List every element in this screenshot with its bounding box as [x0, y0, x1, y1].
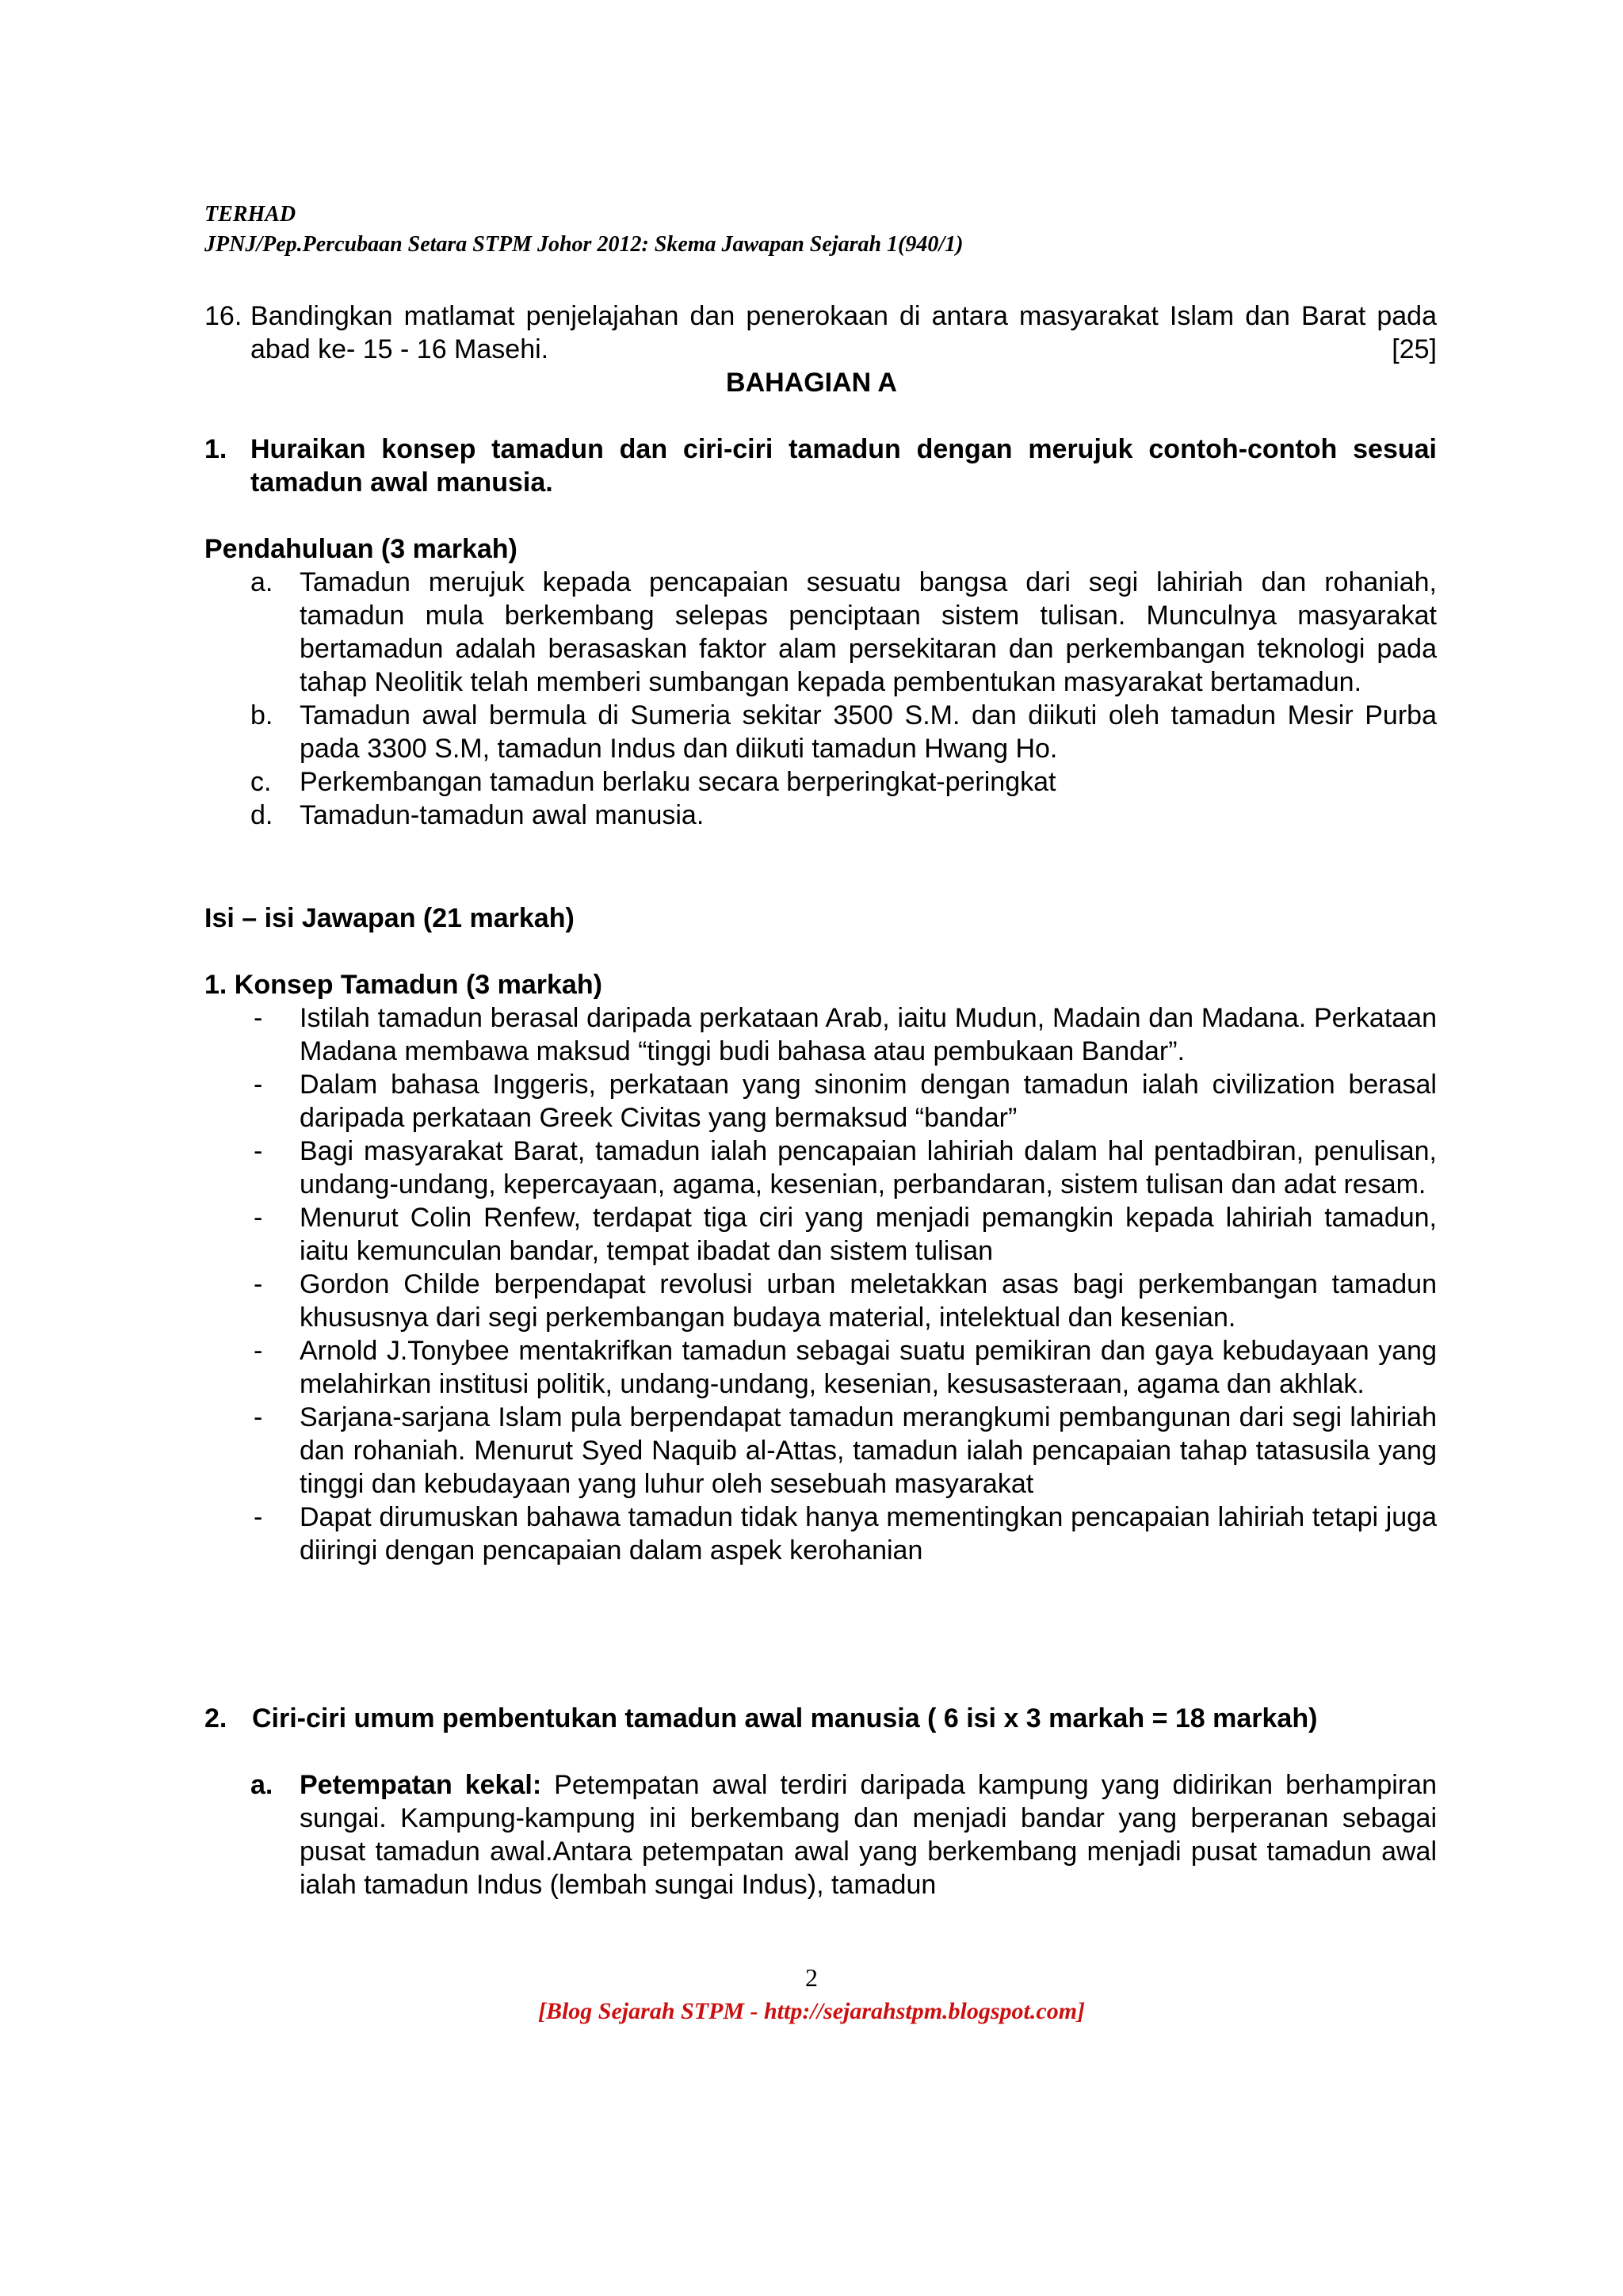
ciri-item-body [300, 1768, 1437, 1901]
konsep-item [204, 1268, 1437, 1334]
konsep-item-text: Arnold J.Tonybee mentakrifkan tamadun sebagai suatu pemikiran dan gaya kebudayaan yang melahirkan institusi politik, undang-undang, kesenian, kesusasteraan, agama dan akhlak. [300, 1336, 1437, 1399]
konsep-list [204, 1001, 1437, 1567]
footer-blog-link[interactable]: [Blog Sejarah STPM - http://sejarahstpm.blogspot.com] [537, 1998, 1086, 2024]
intro-list [204, 566, 1437, 832]
konsep-item-marker: - [254, 1003, 263, 1033]
konsep-item-marker: - [254, 1203, 263, 1233]
question-16-marks: [25] [1392, 334, 1437, 364]
konsep-item-text: Bagi masyarakat Barat, tamadun ialah pencapaian lahiriah dalam hal pentadbiran, penulisan, undang-undang, kepercayaan, agama, kesenian, perbandaran, sistem tulisan dan adat resam. [300, 1136, 1437, 1199]
konsep-item [204, 1068, 1437, 1135]
konsep-item-marker: - [254, 1336, 263, 1366]
konsep-item-text: Gordon Childe berpendapat revolusi urban meletakkan asas bagi perkembangan tamadun khususnya dari segi perkembangan budaya material, intelektual dan kesenian. [300, 1269, 1437, 1333]
intro-item-text: Tamadun merujuk kepada pencapaian sesuatu bangsa dari segi lahiriah dan rohaniah, tamadun mula berkembang selepas penciptaan sistem tulisan. Munculnya masyarakat bertamadun adalah berasaskan faktor alam persekitaran dan perkembangan teknologi pada tahap Neolitik telah memberi sumbangan kepada pembentukan masyarakat bertamadun. [300, 567, 1437, 697]
konsep-item [204, 1201, 1437, 1268]
intro-item [204, 799, 1437, 832]
question-16 [204, 299, 1437, 366]
konsep-item [204, 1501, 1437, 1567]
ciri-heading: Ciri-ciri umum pembentukan tamadun awal manusia ( 6 isi x 3 markah = 18 markah) [252, 1703, 1318, 1733]
ciri-list [204, 1768, 1437, 1901]
question-16-number: 16. [204, 301, 242, 331]
konsep-item-text: Dapat dirumuskan bahawa tamadun tidak hanya mementingkan pencapaian lahiriah tetapi juga diiringi dengan pencapaian dalam aspek kerohanian [300, 1502, 1437, 1566]
konsep-item [204, 1334, 1437, 1401]
konsep-item-marker: - [254, 1070, 263, 1100]
konsep-item-marker: - [254, 1402, 263, 1432]
intro-item-marker: d. [250, 800, 273, 830]
page-number: 2 [805, 1963, 818, 1992]
body-heading: Isi – isi Jawapan (21 markah) [204, 903, 575, 933]
intro-item-text: Tamadun awal bermula di Sumeria sekitar 3500 S.M. dan diikuti oleh tamadun Mesir Purba pada 3300 S.M, tamadun Indus dan diikuti tamadun Hwang Ho. [300, 700, 1437, 764]
konsep-item-text: Istilah tamadun berasal daripada perkataan Arab, iaitu Mudun, Madain dan Madana. Perkataan Madana membawa maksud “tinggi budi bahasa atau pembukaan Bandar”. [300, 1003, 1437, 1066]
konsep-item-marker: - [254, 1136, 263, 1166]
intro-item-marker: c. [250, 767, 272, 797]
konsep-item-marker: - [254, 1502, 263, 1532]
konsep-item [204, 1135, 1437, 1201]
header-classification: TERHAD [204, 202, 296, 227]
konsep-item-text: Sarjana-sarjana Islam pula berpendapat tamadun merangkumi pembangunan dari segi lahiriah dan rohaniah. Menurut Syed Naquib al-Attas, tamadun ialah pencapaian tahap tatasusila yang tinggi dan kebudayaan yang luhur oleh sesebuah masyarakat [300, 1402, 1437, 1499]
konsep-item-marker: - [254, 1269, 263, 1299]
konsep-item [204, 1401, 1437, 1501]
intro-item-marker: b. [250, 700, 273, 730]
ciri-number: 2. [204, 1703, 227, 1733]
ciri-item [204, 1768, 1437, 1901]
section-title: BAHAGIAN A [726, 368, 897, 398]
question-16-text: Bandingkan matlamat penjelajahan dan penerokaan di antara masyarakat Islam dan Barat pada abad ke- 15 - 16 Masehi. [250, 301, 1437, 364]
ciri-item-text: Petempatan awal terdiri daripada kampung yang didirikan berhampiran sungai. Kampung-kampung ini berkembang dan menjadi bandar yang berperanan sebagai pusat tamadun awal.Antara petempatan awal yang berkembang menjadi pusat tamadun awal ialah tamadun Indus (lembah sungai Indus), tamadun [300, 1770, 1437, 1900]
konsep-heading: 1. Konsep Tamadun (3 markah) [204, 970, 602, 1000]
intro-item [204, 699, 1437, 765]
intro-item-text: Perkembangan tamadun berlaku secara berperingkat-peringkat [300, 767, 1056, 797]
konsep-item-text: Dalam bahasa Inggeris, perkataan yang sinonim dengan tamadun ialah civilization berasal daripada perkataan Greek Civitas yang bermaksud “bandar” [300, 1070, 1437, 1133]
intro-heading: Pendahuluan (3 markah) [204, 534, 517, 564]
question-1 [204, 433, 1437, 499]
question-1-number: 1. [204, 434, 227, 464]
header-title: JPNJ/Pep.Percubaan Setara STPM Johor 2012: Skema Jawapan Sejarah 1(940/1) [204, 232, 964, 257]
ciri-item-marker: a. [250, 1770, 273, 1800]
intro-item [204, 765, 1437, 799]
intro-item [204, 566, 1437, 699]
intro-item-marker: a. [250, 567, 273, 597]
question-1-text: Huraikan konsep tamadun dan ciri-ciri tamadun dengan merujuk contoh-contoh sesuai tamadun awal manusia. [250, 434, 1437, 498]
konsep-item-text: Menurut Colin Renfew, terdapat tiga ciri yang menjadi pemangkin kepada lahiriah tamadun, iaitu kemunculan bandar, tempat ibadat dan sistem tulisan [300, 1203, 1437, 1266]
konsep-item [204, 1001, 1437, 1068]
ciri-item-label: Petempatan kekal: [300, 1770, 542, 1800]
intro-item-text: Tamadun-tamadun awal manusia. [300, 800, 705, 830]
